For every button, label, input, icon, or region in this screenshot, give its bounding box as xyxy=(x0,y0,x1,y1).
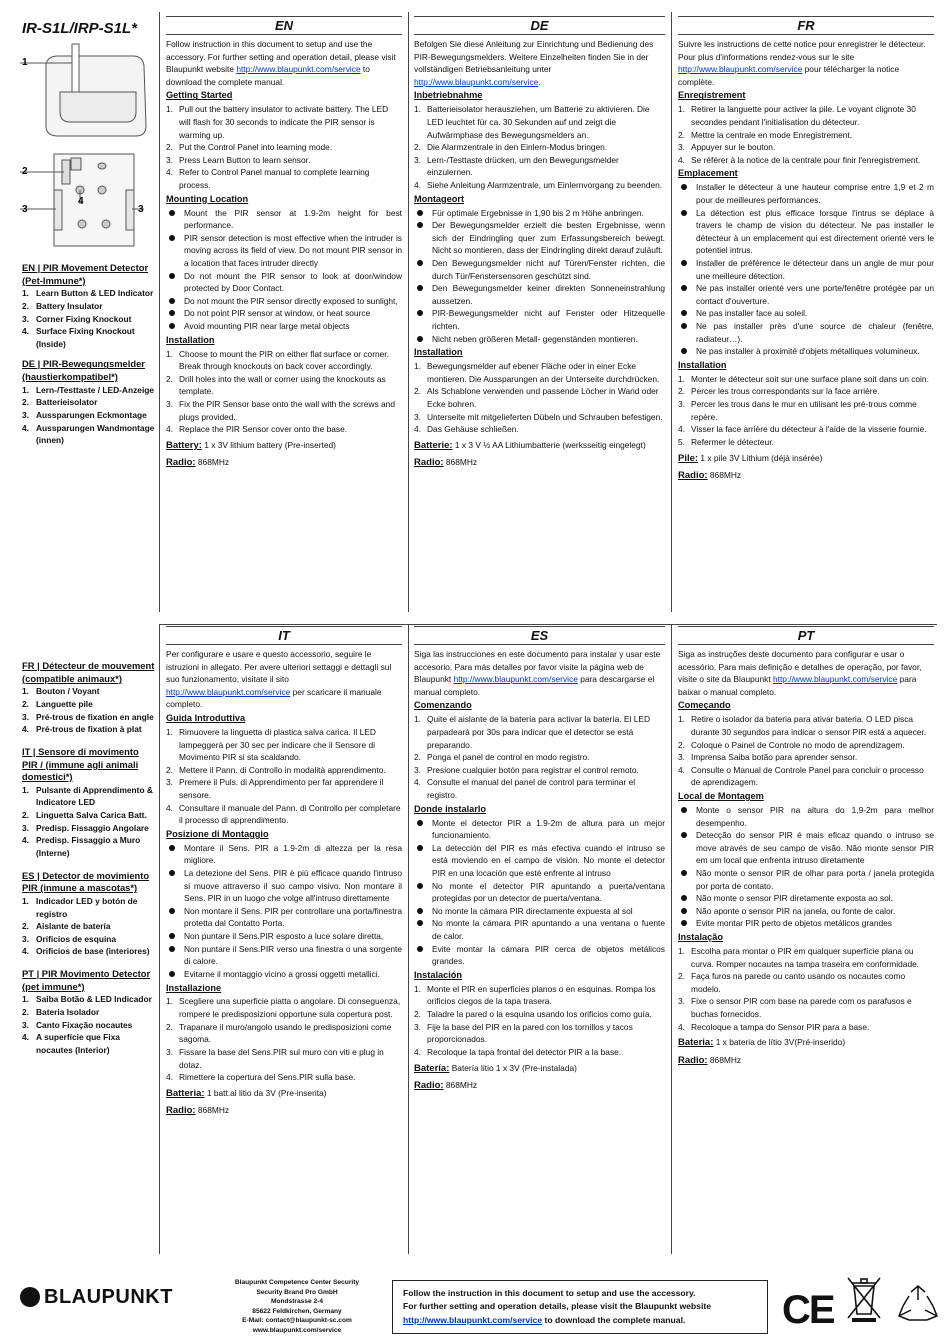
intro-text: Siga as instruções deste documento para configurar e usar o acessório. Para mais definição e detalhes de operação, por favor, visite o site da Blaupunkt http://www.blaupunkt.com/service para baixar o manual completo. xyxy=(678,649,922,697)
list-item: No monte la cámara PIR apuntando a una ventana o fuente de calor. xyxy=(414,917,665,942)
legend-item: 2. Linguetta Salva Carica Batt. xyxy=(22,810,147,821)
section-heading-installation: Instalação xyxy=(678,932,723,943)
list-item: Monte el detector PIR a 1.9-2m de altura para un mejor funcionamiento. xyxy=(414,817,665,842)
location-list xyxy=(414,817,665,968)
list-item: 2. Trapanare il muro/angolo usando le predisposizioni come sagoma. xyxy=(166,1021,392,1045)
column-pt xyxy=(678,626,934,1256)
start-steps xyxy=(678,103,934,166)
installation-steps xyxy=(678,373,934,449)
list-item: 1. Rimuovere la linguetta di plastica salva carica. Il LED lampeggerà per 30 sec per indicare che il Sensore di Movimento PIR si sta scaldando. xyxy=(166,727,376,763)
section-heading-installation: Installation xyxy=(414,347,463,358)
list-item: Do not mount the PIR sensor directly exposed to sunlight, xyxy=(166,295,402,308)
list-item: 1. Monte el PIR en superficies planos o en esquinas. Rompa los orificios ciegos de la tapa trasera. xyxy=(414,983,656,1007)
start-steps xyxy=(414,103,665,191)
legend-item: 1. Learn Button & LED Indicator xyxy=(22,288,154,299)
section-heading-start: Getting Started xyxy=(166,90,233,101)
legend-item: 2. Bateria Isolador xyxy=(22,1006,100,1017)
start-steps xyxy=(166,103,402,191)
list-item: PIR sensor detection is most effective when the intruder is moving across its field of view. Do not mount PIR sensor in a location that faces intruder directly xyxy=(166,232,402,270)
list-item: 2. Taladre la pared o la esquina usando los orificios como guía. xyxy=(414,1009,652,1020)
list-item: Do not point PIR sensor at window, or heat source xyxy=(166,307,402,320)
footer-service-link[interactable]: http://www.blaupunkt.com/service xyxy=(403,1314,543,1325)
legend-item: 2. Batterieisolator xyxy=(22,397,98,408)
intro-text: Befolgen Sie diese Anleitung zur Einrichtung und Bedienung des PIR-Bewegungsmelders. Weitere Einzelheiten finden Sie in der vollständigen Betriebsanleitung unter http://www.blaupunkt.com/service. xyxy=(414,39,654,87)
legend-item: 1. Indicador LED y botón de registro xyxy=(22,895,138,919)
legend-item: 3. Corner Fixing Knockout xyxy=(22,313,132,324)
divider xyxy=(408,624,409,1254)
legend-title-es: ES | Detector de movimiento PIR (inmune a mascotas*) xyxy=(22,869,150,894)
notice-line: Follow the instruction in this document to setup and use the accessory. xyxy=(403,1288,696,1298)
legend-bottom xyxy=(22,660,156,1056)
section-heading-location: Local de Montagem xyxy=(678,791,764,802)
legend-item: 4. Pré-trous de fixation à plat xyxy=(22,724,142,735)
list-item: Non puntare il Sens.PIR verso una finestra o una sorgente di calore. xyxy=(166,943,402,968)
battery-spec: Pile: 1 x pile 3V Lithium (déjà insérée) xyxy=(678,452,823,464)
list-item: 1. Scegliere una superficie piatta o angolare. Di conseguenza, rompere le predisposizioni opportune sula copertura post. xyxy=(166,996,401,1020)
service-link[interactable]: http://www.blaupunkt.com/service xyxy=(414,76,539,87)
callout-3: 3 xyxy=(22,204,28,215)
battery-spec: Batterie: 1 x 3 V ½ AA Lithiumbatterie (werksseitig eingelegt) xyxy=(414,439,646,451)
list-item: Avoid mounting PIR near large metal objects xyxy=(166,320,402,333)
legend-item: 1. Bouton / Voyant xyxy=(22,686,100,697)
list-item: 2. Faça furos na parede ou canto usando os nocautes como modelo. xyxy=(678,971,906,994)
language-header: ES xyxy=(414,626,665,645)
list-item: 4. Consultare il manuale del Pann. di Controllo per completare il processo di apprendimento. xyxy=(166,802,401,826)
language-header: EN xyxy=(166,16,402,35)
list-item: Do not mount the PIR sensor to look at door/window protected by Door Contact. xyxy=(166,270,402,295)
brand-name: BLAUPUNKT xyxy=(44,1286,173,1308)
device-diagram xyxy=(18,42,158,262)
list-item: No monte el detector PIR apuntando a puerta/ventana protegidas por un detector de puerta/ventana. xyxy=(414,880,665,905)
legend-title-fr: FR | Détecteur de mouvement (compatible animaux*) xyxy=(22,660,155,684)
battery-spec: Bateria: 1 x bateria de lítio 3V(Pré-inserido) xyxy=(678,1037,846,1049)
list-item: La detección del PIR es más efectiva cuando el intruso se está moviendo en el campo de visión. No monte el detector PIR en una locación que esté enfrente al intruso xyxy=(414,842,665,880)
language-header: PT xyxy=(678,626,934,645)
list-item: 2. Drill holes into the wall or corner using the knockouts as template. xyxy=(166,373,386,397)
legend-title-it: IT | Sensore di movimento PIR / (immune agli animali domestici*) xyxy=(22,745,139,783)
list-item: 1. Monter le détecteur soit sur une surface plane soit dans un coin. xyxy=(678,373,929,384)
list-item: PIR-Bewegungsmelder nicht auf Fenster oder Hitzequelle richten. xyxy=(414,307,665,332)
service-link[interactable]: http://www.blaupunkt.com/service xyxy=(453,674,578,685)
list-item: 2. Die Alarmzentrale in den Einlern-Modus bringen. xyxy=(414,142,608,153)
column-fr xyxy=(678,16,934,616)
intro-text: Suivre les instructions de cette notice pour enregistrer le détecteur. Pour plus d'informations rendez-vous sur le site http://www.blaupunkt.com/service pour télécharger la notice complète. xyxy=(678,39,926,87)
service-link[interactable]: http://www.blaupunkt.com/service xyxy=(166,686,291,697)
list-item: Für optimale Ergebnisse in 1,90 bis 2 m Höhe anbringen. xyxy=(414,207,665,220)
location-list xyxy=(414,207,665,346)
list-item: 2. Ponga el panel de control en modo registro. xyxy=(414,752,590,763)
list-item: 4. Das Gehäuse schließen. xyxy=(414,424,519,435)
list-item: 4. Recoloque la tapa frontal del detector PIR a la base. xyxy=(414,1046,622,1057)
service-link[interactable]: http://www.blaupunkt.com/service xyxy=(678,64,803,75)
battery-spec: Batería: Batería litio 1 x 3V (Pre-instalada) xyxy=(414,1062,577,1074)
section-heading-location: Emplacement xyxy=(678,168,738,179)
list-item: 1. Quite el aislante de la batería para activar la batería. El LED parpadeará por 30s para indicar que el detector se está preparando. xyxy=(414,714,650,750)
list-item: Monte o sensor PIR na altura do 1,9-2m para melhor desempenho. xyxy=(678,804,934,829)
weee-bin-icon xyxy=(844,1274,884,1322)
legend-item: 3. Aussparungen Eckmontage xyxy=(22,410,147,421)
list-item: 4. Se référer à la notice de la centrale pour finir l'enregistrement. xyxy=(678,154,921,165)
list-item: No monte la cámara PIR directamente expuesta al sol xyxy=(414,905,665,918)
language-header: IT xyxy=(166,626,402,645)
list-item: 1. Choose to mount the PIR on either flat surface or corner. Break through knockouts on back cover accordingly. xyxy=(166,348,389,372)
legend-item: 3. Orificios de esquina xyxy=(22,933,117,944)
legend-item: 3. Canto Fixação nocautes xyxy=(22,1019,133,1030)
list-item: 3. Presione cualquier botón para registrar el control remoto. xyxy=(414,764,639,775)
section-heading-installation: Instalación xyxy=(414,969,462,980)
list-item: 3. Unterseite mit mitgelieferten Dübeln und Schrauben befestigen. xyxy=(414,411,663,422)
section-heading-installation: Installazione xyxy=(166,982,222,993)
legend-item: 4. Surface Fixing Knockout (Inside) xyxy=(22,326,135,349)
divider xyxy=(671,12,672,612)
legend-item: 2. Languette pile xyxy=(22,698,93,709)
list-item: 3. Fixe o sensor PIR com base na parede com os parafusos e buchas fornecidos. xyxy=(678,996,912,1020)
section-heading-location: Montageort xyxy=(414,193,465,204)
legend-item: 4. Orificios de base (interiores) xyxy=(22,946,150,957)
legend-item: 1. Lern-/Testtaste / LED-Anzeige xyxy=(22,384,155,395)
radio-spec: Radio: 868MHz xyxy=(678,469,742,481)
divider xyxy=(159,12,160,612)
list-item: 3. Fissare la base del Sens.PIR sul muro con viti e plug in dotaz. xyxy=(166,1046,384,1070)
list-item: 3. Percer les trous dans le mur en utilisant les pré-trous comme repère. xyxy=(678,399,917,422)
start-steps xyxy=(414,713,665,801)
list-item: La detezione del Sens. PIR è più efficace quando l'intruso si muove attraverso il suo campo visivo. Non montare il Sens. PIR in un luogo che volge all'intruso direttamente xyxy=(166,867,402,905)
column-de xyxy=(414,16,665,616)
column-it xyxy=(166,626,402,1256)
list-item: 3. Premere il Puls. di Apprendimento per far apprendere il sensore. xyxy=(166,777,384,801)
start-steps xyxy=(678,713,934,789)
list-item: Ne pas installer à proximité d'objets métalliques volumineux. xyxy=(678,345,934,358)
legend-item: 1. Pulsante di Apprendimento & Indicatore LED xyxy=(22,784,153,808)
list-item: Den Bewegungsmelder nicht auf Türen/Fenster richten, die durch Tür/Fenstersensoren geschützt sind. xyxy=(414,257,665,282)
list-item: 4. Consulte el manual del panel de control para terminar el registro. xyxy=(414,777,636,801)
list-item: 1. Retirer la languette pour activer la pile. Le voyant clignote 30 secondes pendant l'initialisation du détecteur. xyxy=(678,104,916,127)
list-item: Não aponte o sensor PIR na janela, ou fonte de calor. xyxy=(678,905,934,918)
divider xyxy=(671,624,672,1254)
intro-text: Per configurare e usare e questo accessorio, seguire le istruzioni in allegato. Per avere ulteriori settaggi e dettagli sul suo funzionamento, visitate il sito http://www.blaupunkt.com/service per scaricare il manuale completo. xyxy=(166,649,392,710)
intro-text: Follow instruction in this document to setup and use the accessory. For further setting and operation detail, please visit Blaupunkt website http://www.blaupunkt.com/service to download the complete manual. xyxy=(166,39,396,87)
language-header: FR xyxy=(678,16,934,35)
legend-title-pt: PT | PIR Movimento Detector (pet immune*) xyxy=(22,967,151,992)
legend-item: 2. Battery Insulator xyxy=(22,300,103,311)
list-item: Detecção do sensor PIR é mais eficaz quando o intruso se move através de seu campo de visão. Não monte sensor PIR em um local que enfrenta intruso diretamente xyxy=(678,829,934,867)
list-item: 2. Als Schablone verwenden und passende Löcher in Wand oder Ecke bohren. xyxy=(414,386,659,410)
list-item: Montare il Sens. PIR a 1.9-2m di altezza per la resa migliore. xyxy=(166,842,402,867)
list-item: Non puntare il Sens.PIR esposto a luce solare diretta, xyxy=(166,930,402,943)
section-heading-start: Enregistrement xyxy=(678,90,746,101)
list-item: 3. Fije la base del PIR en la pared con los tornillos y tacos proporcionados. xyxy=(414,1021,633,1045)
battery-spec: Batteria: 1 batt.al litio da 3V (Pre-inserita) xyxy=(166,1087,327,1099)
installation-steps xyxy=(678,945,934,1033)
list-item: 1. Bewegungsmelder auf ebener Fläche oder in einer Ecke montieren. Die Aussparungen an der Unterseite durchdrücken. xyxy=(414,361,660,384)
section-heading-start: Guida Introduttiva xyxy=(166,713,246,724)
company-address: Blaupunkt Competence Center Security Security Brand Pro GmbH Mondstrasse 2-4 85622 Feldkirchen, Germany E-Mail: contact@blaupunkt-sc.com www.blaupunkt.com/service xyxy=(234,1279,360,1334)
list-item: 4. Refer to Control Panel manual to complete learning process. xyxy=(166,167,370,191)
brand-logo xyxy=(20,1282,173,1312)
ce-mark-icon: CE xyxy=(782,1288,834,1332)
list-item: 3. Appuyer sur le bouton. xyxy=(678,142,776,153)
callout-2: 2 xyxy=(22,166,28,177)
installation-steps xyxy=(166,348,402,436)
legend-item: 4. A superfície que Fixa nocautes (Interior) xyxy=(22,1032,120,1055)
model-title: IR-S1L/IRP-S1L* xyxy=(22,20,138,37)
list-item: Installer le détecteur à une hauteur comprise entre 1,9 et 2 m pour de meilleures performances. xyxy=(678,181,934,206)
section-heading-start: Começando xyxy=(678,700,731,711)
list-item: 2. Put the Control Panel into learning mode. xyxy=(166,142,333,153)
location-list xyxy=(166,842,402,981)
section-heading-installation: Installation xyxy=(678,359,727,370)
logo-dot-icon xyxy=(20,1287,40,1307)
legend-title-de: DE | PIR-Bewegungsmelder (haustierkompatibel*) xyxy=(22,358,145,383)
location-list xyxy=(678,804,934,930)
list-item: 3. Imprensa Saiba botão para aprender sensor. xyxy=(678,752,858,763)
radio-spec: Radio: 868MHz xyxy=(414,1079,478,1091)
list-item: Den Bewegungsmelder keiner direkten Sonneneinstrahlung aussetzen. xyxy=(414,282,665,307)
notice-line: For further setting and operation details, please visit the Blaupunkt website xyxy=(403,1301,711,1312)
list-item: 4. Replace the PIR Sensor cover onto the base. xyxy=(166,424,348,435)
list-item: 2. Percer les trous correspondants sur la face arrière. xyxy=(678,386,880,397)
legend-item: 3. Predisp. Fissaggio Angolare xyxy=(22,822,149,833)
recycle-icon xyxy=(897,1284,939,1326)
list-item: 3. Lern-/Testtaste drücken, um den Bewegungsmelder einzulernen. xyxy=(414,154,619,178)
list-item: Não monte o sensor PIR diretamente exposta ao sol. xyxy=(678,892,934,905)
column-es xyxy=(414,626,665,1256)
section-heading-location: Mounting Location xyxy=(166,193,249,204)
installation-steps xyxy=(414,360,665,436)
list-item: Ne pas installer près d'une source de chaleur (fenêtre, radiateur…). xyxy=(678,320,934,345)
intro-text: Siga las instrucciones en este documento para instalar y usar este accesorio. Para más detalles por favor visite la página web de Blaupunkt http://www.blaupunkt.com/service para descargarse el manual completo. xyxy=(414,649,661,697)
list-item: 1. Retire o isolador da bateria para ativar bateria. O LED pisca durante 30 segundos para indicar o sensor PIR está a aquecer. xyxy=(678,714,927,737)
list-item: 2. Coloque o Painel de Controle no modo de aprendizagem. xyxy=(678,739,905,750)
divider xyxy=(159,624,937,625)
divider xyxy=(159,624,160,1254)
section-heading-location: Donde instalarlo xyxy=(414,803,486,814)
divider xyxy=(408,12,409,612)
legend-title-en: EN | PIR Movement Detector (Pet-Immune*) xyxy=(22,262,149,286)
callout-1: 1 xyxy=(22,57,28,68)
column-en xyxy=(166,16,402,616)
list-item: Installer de préférence le détecteur dans un angle de mur pour une meilleure détection. xyxy=(678,257,934,282)
service-link[interactable]: http://www.blaupunkt.com/service xyxy=(772,674,898,685)
legend-top xyxy=(22,262,156,447)
callout-4: 4 xyxy=(78,196,84,207)
section-heading-start: Inbetriebnahme xyxy=(414,90,483,101)
list-item: Evite montar PIR perto de objetos metálicos grandes xyxy=(678,917,934,930)
list-item: 4. Visser la face arrière du détecteur à l'aide de la visserie fournie. xyxy=(678,424,927,435)
legend-item: 4. Aussparungen Wandmontage (innen) xyxy=(22,422,155,446)
legend-item: 2. Aislante de batería xyxy=(22,921,111,932)
list-item: 4. Siehe Anleitung Alarmzentrale, um Einlernvorgang zu beenden. xyxy=(414,180,663,191)
list-item: 4. Recoloque a tampa do Sensor PIR para a base. xyxy=(678,1021,870,1032)
list-item: La détection est plus efficace lorsque l'intrus se déplace à travers le champ de vision du détecteur. Ne pas installer le détecteur à un emplacement qui est directement orienté vers le potentiel intrus. xyxy=(678,207,934,257)
list-item: 3. Press Learn Button to learn sensor. xyxy=(166,154,311,165)
list-item: 5. Refermer le détecteur. xyxy=(678,436,774,447)
list-item: 4. Rimettere la copertura del Sens.PIR sulla base. xyxy=(166,1072,356,1083)
list-item: Mount the PIR sensor at 1.9-2m height for best performance. xyxy=(166,207,402,232)
list-item: Ne pas installer orienté vers une porte/fenêtre protégée par un contact d'ouverture. xyxy=(678,282,934,307)
radio-spec: Radio: 868MHz xyxy=(166,1105,230,1116)
list-item: Non montare il Sens. PIR per controllare una porta/finestra protetta dal Contatto Porta. xyxy=(166,905,402,930)
section-heading-location: Posizione di Montaggio xyxy=(166,828,269,839)
installation-steps xyxy=(166,995,402,1083)
radio-spec: Radio: 868MHz xyxy=(166,457,230,469)
list-item: Nicht neben größeren Metall- gegenständen montieren. xyxy=(414,333,665,346)
section-heading-installation: Installation xyxy=(166,334,215,345)
list-item: 1. Escolha para montar o PIR em qualquer superfície plana ou curva. Romper nocautes na tampa traseira em conformidade. xyxy=(678,946,920,969)
legend-item: 4. Predisp. Fissaggio a Muro (Interne) xyxy=(22,835,141,858)
radio-spec: Radio: 868MHz xyxy=(678,1054,742,1066)
list-item: 3. Fix the PIR Sensor base onto the wall with the screws and plugs provided. xyxy=(166,399,395,422)
list-item: 2. Mettre la centrale en mode Enregistrement. xyxy=(678,129,853,140)
list-item: Evite montar la cámara PIR cerca de objetos metálicos grandes. xyxy=(414,943,665,968)
legend-item: 3. Pré-trous de fixation en angle xyxy=(22,711,154,722)
radio-spec: Radio: 868MHz xyxy=(414,457,478,469)
installation-steps xyxy=(414,983,665,1059)
battery-spec: Battery: 1 x 3V lithium battery (Pre-inserted) xyxy=(166,439,336,451)
section-heading-start: Comenzando xyxy=(414,700,472,711)
service-link[interactable]: http://www.blaupunkt.com/service xyxy=(236,64,361,75)
list-item: Não monte o sensor PIR de olhar para porta / janela protegida por porta de contato. xyxy=(678,867,934,892)
list-item: 2. Mettere il Pann. di Controllo in modalità apprendimento. xyxy=(166,764,386,775)
language-header: DE xyxy=(414,16,665,35)
list-item: Ne pas installer face au soleil. xyxy=(678,307,934,320)
location-list xyxy=(166,207,402,333)
list-item: 4. Consulte o Manual de Controle Panel para concluir o processo de aprendizagem. xyxy=(678,764,924,788)
list-item: Evitarne il montaggio vicino a grossi oggetti metallici. xyxy=(166,968,402,981)
start-steps xyxy=(166,726,402,827)
list-item: Der Bewegungsmelder erzielt die besten Ergebnisse, wenn sich der Eindringling quer zum Erfassungsbereich bewegt. Nicht so montieren, dass der Eindringling direkt darauf zuläuft. xyxy=(414,219,665,257)
legend-item: 1. Saiba Botão & LED Indicador xyxy=(22,994,152,1005)
footer-notice-box: Follow the instruction in this document to setup and use the accessory. For further setting and operation details, please visit the Blaupunkt website http://www.blaupunkt.com/service to download the complete manual. xyxy=(392,1280,768,1334)
callout-3: 3 xyxy=(138,204,144,215)
list-item: 1. Batterieisolator herausziehen, um Batterie zu aktivieren. Die LED leuchtet für ca. 30 Sekunden auf und zeigt die Aufwärmphase des Bewegungsmelders an. xyxy=(414,104,650,140)
location-list xyxy=(678,181,934,358)
list-item: 1. Pull out the battery insulator to activate battery. The LED will flash for 30 seconds to indicate the PIR sensor is warming up. xyxy=(166,104,389,140)
